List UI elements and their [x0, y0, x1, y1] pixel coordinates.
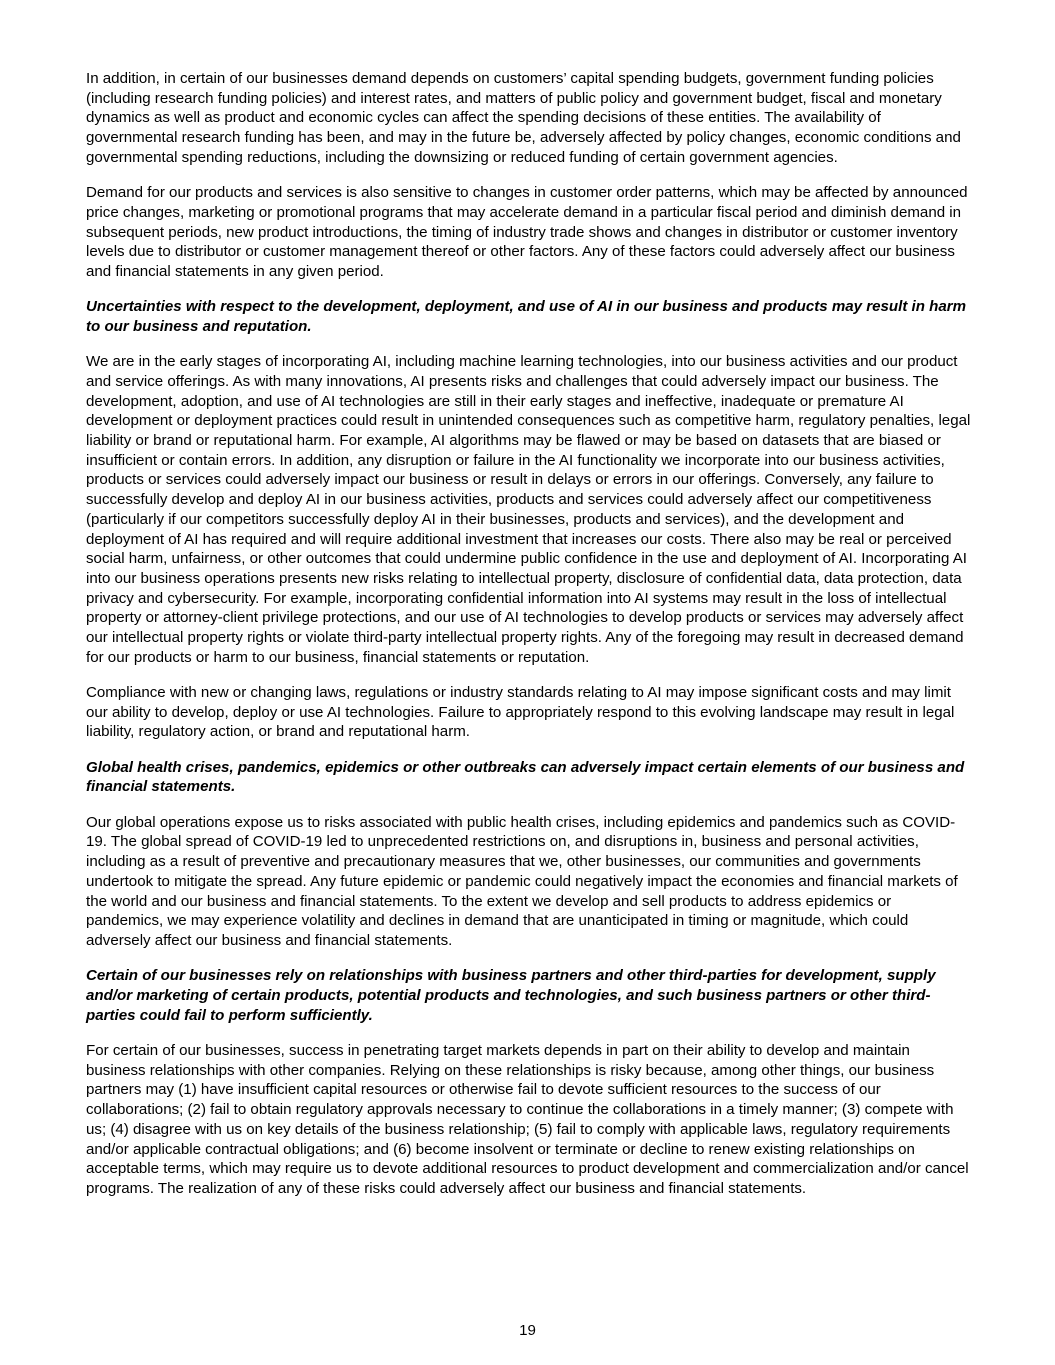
heading-business-partners: Certain of our businesses rely on relationships with business partners and other third-parties for development, supply and/or marketing of certain products, potential products and technologies, and such business partners or other third-parties could fail to perform sufficiently.	[86, 967, 936, 1024]
heading-ai-risk: Uncertainties with respect to the development, deployment, and use of AI in our business and products may result in harm to our business and reputation.	[86, 298, 967, 335]
page-number: 19	[519, 1322, 536, 1339]
paragraph-order-patterns: Demand for our products and services is also sensitive to changes in customer order patterns, which may be affected by announced price changes, marketing or promotional programs that may accelerate demand in a particular fiscal period and diminish demand in subsequent periods, new product introductions, the timing of industry trade shows and changes in distributor or customer inventory levels due to distributor or customer management thereof or other factors. Any of these factors could adversely affect our business and financial statements in any given period.	[86, 184, 968, 280]
paragraph-business-partners: For certain of our businesses, success in penetrating target markets depends in part on their ability to develop and maintain business relationships with other companies. Relying on these relationships is risky because, among other things, our business partners may (1) have insufficient capital resources or otherwise fail to devote sufficient resources to the success of our collaborations; (2) fail to obtain regulatory approvals necessary to continue the collaborations in a timely manner; (3) compete with us; (4) disagree with us on key details of the business relationship; (5) fail to comply with applicable laws, regulatory requirements and/or applicable contractual obligations; and (6) become insolvent or terminate or decline to renew existing relationships on acceptable terms, which may require us to devote additional resources to product development and commercialization and/or cancel programs. The realization of any of these risks could adversely affect our business and financial statements.	[86, 1041, 969, 1197]
paragraph-health-crises: Our global operations expose us to risks associated with public health crises, including epidemics and pandemics such as COVID-19. The global spread of COVID-19 led to unprecedented restrictions on, and disruptions in, business and personal activities, including as a result of preventive and precautionary measures that we, other businesses, our communities and governments undertook to mitigate the spread. Any future epidemic or pandemic could negatively impact the economies and financial markets of the world and our business and financial statements. To the extent we develop and sell products to address epidemics or pandemics, we may experience volatility and declines in demand that are unanticipated in timing or magnitude, which could adversely affect our business and financial statements.	[86, 813, 958, 949]
paragraph-ai-incorporation: We are in the early stages of incorporating AI, including machine learning technologies, into our business activities and our product and service offerings. As with many innovations, AI presents risks and challenges that could adversely impact our business. The development, adoption, and use of AI technologies are still in their early stages and ineffective, inadequate or premature AI development or deployment practices could result in unintended consequences such as competitive harm, regulatory penalties, legal liability or brand or reputational harm. For example, AI algorithms may be flawed or may be based on datasets that are biased or insufficient or contain errors. In addition, any disruption or failure in the AI functionality we incorporate into our business activities, products or services could adversely impact our business or result in delays or errors in our offerings. Conversely, any failure to successfully develop and deploy AI in our business activities, products and services could adversely affect our competitiveness (particularly if our competitors successfully deploy AI in their businesses, products and services), and the development and deployment of AI has required and will require additional investment that increases our costs. There also may be real or perceived social harm, unfairness, or other outcomes that could undermine public confidence in the use and deployment of AI. Incorporating AI into our business operations presents new risks relating to intellectual property, disclosure of confidential data, data protection, data privacy and cybersecurity. For example, incorporating confidential information into AI systems may result in the loss of intellectual property or attorney-client privilege protections, and our use of AI technologies to develop products or services may adversely affect our intellectual property rights or violate third-party intellectual property rights. Any of the foregoing may result in decreased demand for our products or harm to our business, financial statements or reputation.	[86, 353, 971, 666]
document-page	[86, 69, 971, 1214]
paragraph-ai-compliance: Compliance with new or changing laws, regulations or industry standards relating to AI may impose significant costs and may limit our ability to develop, deploy or use AI technologies. Failure to appropriately respond to this evolving landscape may result in legal liability, regulatory action, or brand and reputational harm.	[86, 684, 955, 741]
heading-health-crises: Global health crises, pandemics, epidemics or other outbreaks can adversely impact certain elements of our business and financial statements.	[86, 758, 965, 796]
paragraph-demand-funding: In addition, in certain of our businesses demand depends on customers’ capital spending budgets, government funding policies (including research funding policies) and interest rates, and matters of public policy and government budget, fiscal and monetary dynamics as well as product and economic cycles can affect the spending decisions of these entities. The availability of governmental research funding has been, and may in the future be, adversely affected by policy changes, economic conditions and governmental spending reductions, including the downsizing or reduced funding of certain government agencies.	[86, 70, 961, 166]
